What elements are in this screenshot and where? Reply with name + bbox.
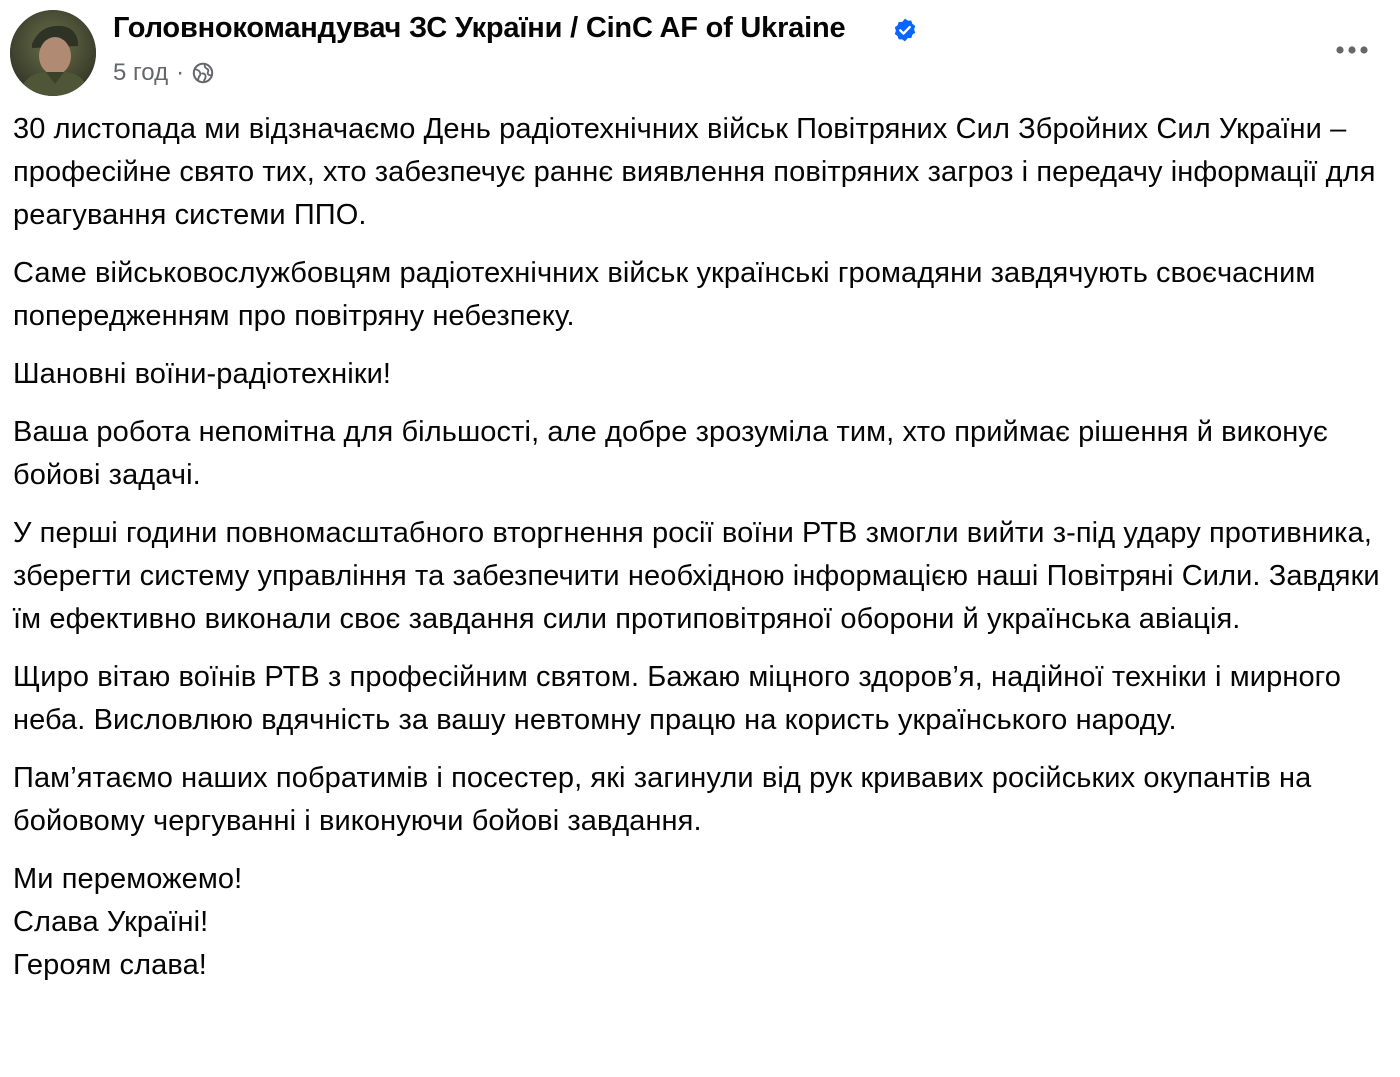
closing-line: Героям слава! [13,949,207,981]
post-paragraph: 30 листопада ми відзначаємо День радіотехнічних військ Повітряних Сил Збройних Сил України – професійне свято тих, хто забезпечує раннє виявлення повітряних загроз і передачу інформації для реагування системи ППО. [13,113,1376,231]
post-header [0,0,1400,100]
post-text [13,108,1398,1002]
more-options-button[interactable] [1330,30,1374,70]
post-meta [113,59,215,87]
author-avatar[interactable] [10,10,96,96]
post-paragraph: Саме військовослужбовцям радіотехнічних військ українські громадяни завдячують своєчасним попередженням про повітряну небезпеку. [13,257,1316,332]
globe-icon[interactable] [191,61,215,85]
post-paragraph: Шановні воїни-радіотехніки! [13,358,392,390]
post-paragraph: У перші години повномасштабного вторгнення росії воїни РТВ змогли вийти з-під удару противника, зберегти систему управління та забезпечити необхідною інформацією наші Повітряні Сили. Завдяки їм ефективно виконали своє завдання сили протиповітряної оборони й українська авіація. [13,517,1380,635]
post-paragraph: Ваша робота непомітна для більшості, але добре зрозуміла тим, хто приймає рішення й виконує бойові задачі. [13,416,1328,491]
more-options-icon [1335,45,1369,55]
post-time[interactable]: 5 год [113,59,169,86]
verified-badge-icon [892,17,918,43]
author-name[interactable]: Головнокомандувач ЗС України / CinC AF of Ukraine [113,12,846,44]
closing-line: Слава Україні! [13,906,209,938]
post-paragraph: Пам’ятаємо наших побратимів і посестер, які загинули від рук кривавих російських окупантів на бойовому чергуванні і виконуючи бойові завдання. [13,762,1312,837]
closing-lines [13,858,1398,987]
meta-separator: · [176,59,185,86]
post-paragraph: Щиро вітаю воїнів РТВ з професійним святом. Бажаю міцного здоров’я, надійної техніки і мирного неба. Висловлюю вдячність за вашу невтомну працю на користь українського народу. [13,661,1341,736]
closing-line: Ми переможемо! [13,863,243,895]
